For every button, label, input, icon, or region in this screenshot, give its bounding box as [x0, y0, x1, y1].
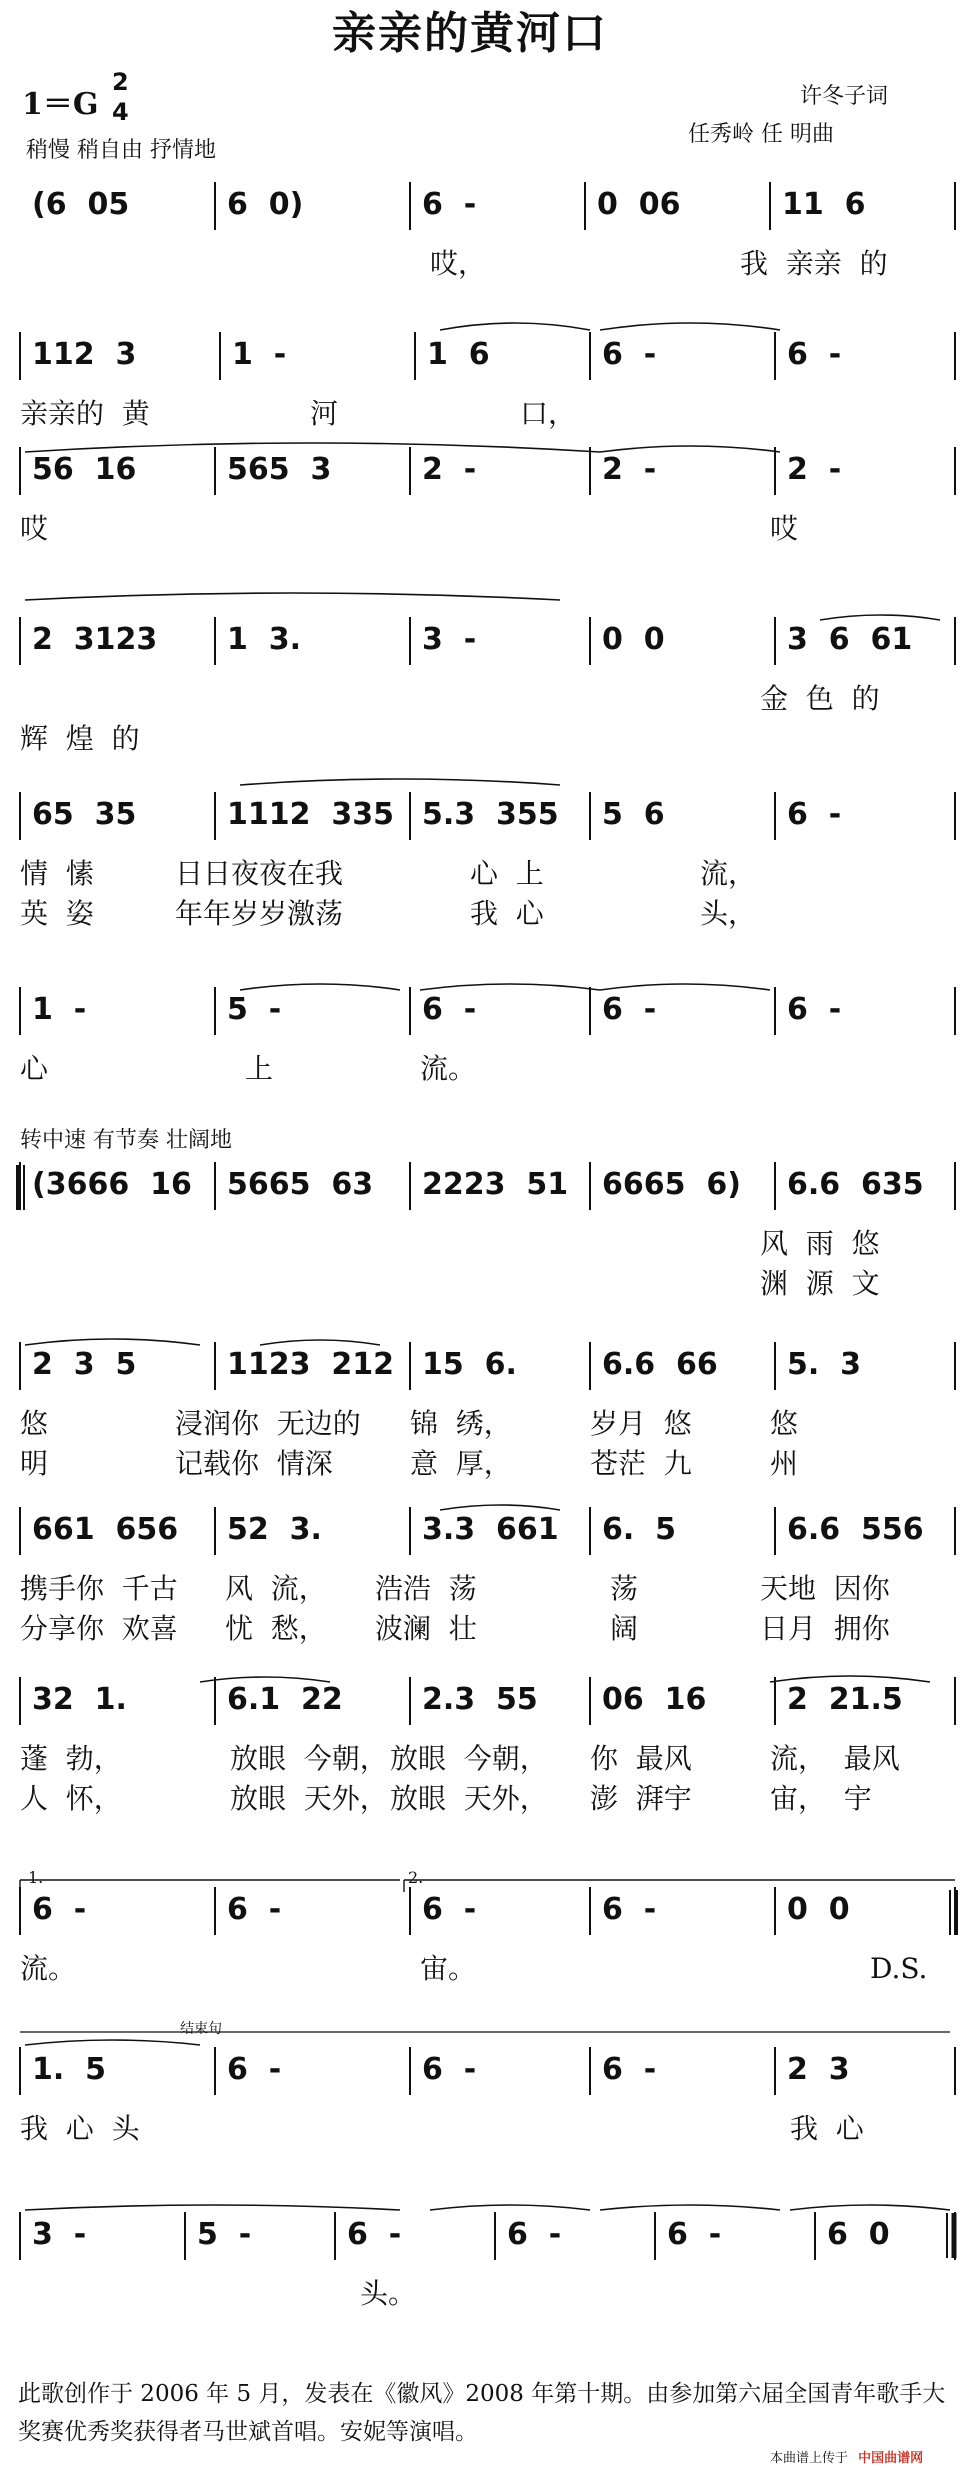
lyric-text: 人 怀，	[20, 1782, 122, 1815]
time-signature-top: 2	[112, 68, 129, 96]
measure-notes: 6665 6)	[602, 1167, 741, 1202]
measure-notes: 2 3	[787, 2052, 850, 2087]
slur	[430, 2205, 590, 2210]
lyric-text: 流。	[420, 1052, 477, 1085]
tempo-marking-intro: 稍慢 稍自由 抒情地	[26, 138, 216, 163]
footer-site-logo: 中国曲谱网	[858, 2451, 924, 2466]
measure-notes: 6 -	[602, 2052, 657, 2087]
lyric-text: 我 心	[790, 2112, 864, 2145]
lyricist-credit: 许冬子词	[800, 84, 889, 109]
tempo-marking-middle: 转中速 有节奏 壮阔地	[20, 1128, 232, 1153]
slur	[600, 2205, 780, 2210]
lyric-text: 哎，	[430, 247, 487, 280]
measure-notes: 1 6	[427, 337, 490, 372]
lyric-text: 蓬 勃，	[20, 1742, 122, 1775]
measure-notes: 6.1 22	[227, 1682, 343, 1717]
slur	[600, 984, 770, 990]
measure-notes: 5 -	[197, 2217, 252, 2252]
measure-notes: 06 16	[602, 1682, 707, 1717]
volta-2-label: 2.	[408, 1868, 424, 1887]
measure-notes: 2 21.5	[787, 1682, 903, 1717]
lyric-text: 放眼 天外，	[230, 1782, 388, 1815]
measure-notes: 2 3123	[32, 622, 158, 657]
lyric-text: 浩浩 荡	[375, 1572, 477, 1605]
measure-notes: 1123 212	[227, 1347, 395, 1382]
measure-notes: 2 3 5	[32, 1347, 137, 1382]
measure-notes: 6 0)	[227, 187, 304, 222]
lyric-text: 心 上	[470, 857, 544, 890]
slur	[440, 1505, 560, 1510]
slur	[600, 323, 780, 330]
lyric-text: 我 亲亲 的	[740, 247, 888, 280]
coda-label: 结束句	[180, 2021, 222, 2037]
lyric-text: 金 色 的	[760, 682, 880, 715]
measure-notes: 1. 5	[32, 2052, 107, 2087]
slur	[600, 446, 780, 452]
lyric-text: 波澜 壮	[375, 1612, 477, 1645]
measure-notes: 3 -	[422, 622, 477, 657]
measure-notes: 0 0	[602, 622, 665, 657]
lyric-text: 澎 湃宇	[590, 1782, 692, 1815]
measure-notes: 6 -	[787, 797, 842, 832]
measure-notes: 5. 3	[787, 1347, 862, 1382]
measure-notes: 52 3.	[227, 1512, 322, 1547]
measure-notes: 6 -	[602, 992, 657, 1027]
footnote: 此歌创作于 2006 年 5 月，发表在《徽风》2008 年第十期。由参加第六届全国青年歌手大奖赛优秀奖获得者马世斌首唱。安妮等演唱。	[18, 2381, 946, 2445]
measure-notes: 6 -	[422, 1892, 477, 1927]
measure-notes: 3 -	[32, 2217, 87, 2252]
lyric-text: 携手你 千古	[20, 1572, 178, 1605]
measure-notes: 6.6 66	[602, 1347, 718, 1382]
lyric-text: 放眼 今朝，	[230, 1742, 388, 1775]
composer-credit: 任秀岭 任 明曲	[688, 122, 834, 147]
measure-notes: 6 -	[32, 1892, 87, 1927]
key-signature: 1＝G	[22, 87, 99, 122]
measure-notes: 15 6.	[422, 1347, 517, 1382]
measure-notes: 1 -	[32, 992, 87, 1027]
lyric-text: 口，	[520, 397, 577, 430]
lyric-text: 意 厚，	[410, 1447, 512, 1480]
lyric-text: 宙。	[420, 1952, 477, 1985]
lyric-text: 心	[20, 1052, 49, 1085]
lyric-text: 头，	[700, 897, 757, 930]
measure-notes: 6.6 556	[787, 1512, 924, 1547]
measure-notes: 11 6	[782, 187, 866, 222]
measure-notes: 6 -	[602, 337, 657, 372]
measure-notes: 6 -	[602, 1892, 657, 1927]
measure-notes: 2223 51	[422, 1167, 569, 1202]
measure-notes: 6 -	[227, 1892, 282, 1927]
measure-notes: 3.3 661	[422, 1512, 559, 1547]
slur	[25, 1339, 200, 1345]
slur	[240, 779, 560, 785]
measure-notes: 2.3 55	[422, 1682, 538, 1717]
measure-notes: 6 0	[827, 2217, 890, 2252]
slur	[25, 2040, 200, 2045]
lyric-text: 日日夜夜在我	[175, 857, 344, 890]
slur	[240, 984, 400, 990]
measure-notes: 2 -	[422, 452, 477, 487]
lyric-text: 日月 拥你	[760, 1612, 890, 1645]
lyric-text: 你 最风	[590, 1742, 692, 1775]
slur	[820, 615, 940, 620]
measure-notes: 3 6 61	[787, 622, 913, 657]
measure-notes: (6 05	[32, 187, 130, 222]
lyric-text: 岁月 悠	[590, 1407, 692, 1440]
lyric-text: 放眼 天外，	[390, 1782, 548, 1815]
measure-notes: 1 3.	[227, 622, 302, 657]
lyric-text: 分享你 欢喜	[20, 1612, 178, 1645]
slur	[25, 443, 600, 452]
lyric-text: 悠	[770, 1407, 799, 1440]
lyric-text: 年年岁岁激荡	[175, 897, 344, 930]
footer-source-text: 本曲谱上传于	[770, 2451, 849, 2466]
measure-notes: 56 16	[32, 452, 137, 487]
measure-notes: 6 -	[507, 2217, 562, 2252]
lyric-text: 记载你 情深	[175, 1447, 333, 1480]
slur	[260, 1340, 380, 1345]
lyric-text: 天地 因你	[760, 1572, 890, 1605]
lyric-text: 情 愫	[20, 857, 94, 890]
lyric-text: 哎	[20, 512, 49, 545]
slur	[200, 1677, 330, 1682]
volta-1-label: 1.	[28, 1868, 44, 1887]
lyric-text: 河	[310, 397, 339, 430]
lyric-text: 流。	[20, 1952, 77, 1985]
measure-notes: 5665 63	[227, 1167, 374, 1202]
lyric-text: 浸润你 无边的	[175, 1407, 361, 1440]
measure-notes: 6 -	[422, 187, 477, 222]
lyric-text: 忧 愁，	[225, 1612, 327, 1645]
lyric-text: 锦 绣，	[410, 1407, 512, 1440]
lyric-text: 流， 最风	[770, 1742, 900, 1775]
lyric-text: 上	[245, 1052, 274, 1085]
measure-notes: 2 -	[602, 452, 657, 487]
measure-notes: 5 -	[227, 992, 282, 1027]
measure-notes: 6 -	[227, 2052, 282, 2087]
lyric-text: 我 心 头	[20, 2112, 140, 2145]
slur	[25, 2205, 400, 2210]
measure-notes: 6 -	[422, 2052, 477, 2087]
lyric-text: 明	[20, 1447, 49, 1480]
measure-notes: 112 3	[32, 337, 137, 372]
song-title: 亲亲的黄河口	[332, 8, 608, 59]
lyric-text: 州	[770, 1447, 799, 1480]
lyric-text: 辉 煌 的	[20, 722, 140, 755]
measure-notes: (3666 16	[32, 1167, 192, 1202]
slur	[25, 593, 560, 600]
measure-notes: 6 -	[787, 337, 842, 372]
measure-notes: 1 -	[232, 337, 287, 372]
slur	[770, 1676, 930, 1682]
measure-notes: 6 -	[787, 992, 842, 1027]
lyric-text: 阔	[610, 1612, 639, 1645]
slur	[420, 984, 600, 990]
lyric-text: 渊 源 文	[760, 1267, 880, 1300]
lyric-text: D.S.	[870, 1952, 928, 1985]
measure-notes: 6 -	[347, 2217, 402, 2252]
measure-notes: 32 1.	[32, 1682, 127, 1717]
measure-notes: 661 656	[32, 1512, 179, 1547]
slur	[440, 323, 590, 330]
measure-notes: 565 3	[227, 452, 332, 487]
measure-notes: 2 -	[787, 452, 842, 487]
lyric-text: 风 流，	[225, 1572, 327, 1605]
lyric-text: 头。	[360, 2277, 417, 2310]
lyric-text: 苍茫 九	[590, 1447, 692, 1480]
measure-notes: 5.3 355	[422, 797, 559, 832]
lyric-text: 悠	[20, 1407, 49, 1440]
lyric-text: 我 心	[470, 897, 544, 930]
measure-notes: 0 06	[597, 187, 681, 222]
lyric-text: 亲亲的 黄	[20, 397, 150, 430]
measure-notes: 6. 5	[602, 1512, 677, 1547]
lyric-text: 宙， 宇	[770, 1782, 872, 1815]
slur	[790, 2205, 950, 2210]
lyric-text: 风 雨 悠	[760, 1227, 880, 1260]
lyric-text: 英 姿	[20, 897, 94, 930]
measure-notes: 65 35	[32, 797, 137, 832]
measure-notes: 0 0	[787, 1892, 850, 1927]
measure-notes: 6 -	[422, 992, 477, 1027]
measure-notes: 5 6	[602, 797, 665, 832]
time-signature-bottom: 4	[112, 98, 129, 126]
measure-notes: 6.6 635	[787, 1167, 924, 1202]
measure-notes: 1112 335	[227, 797, 395, 832]
lyric-text: 放眼 今朝，	[390, 1742, 548, 1775]
lyric-text: 流，	[700, 857, 757, 890]
measure-notes: 6 -	[667, 2217, 722, 2252]
lyric-text: 哎	[770, 512, 799, 545]
lyric-text: 荡	[610, 1572, 639, 1605]
